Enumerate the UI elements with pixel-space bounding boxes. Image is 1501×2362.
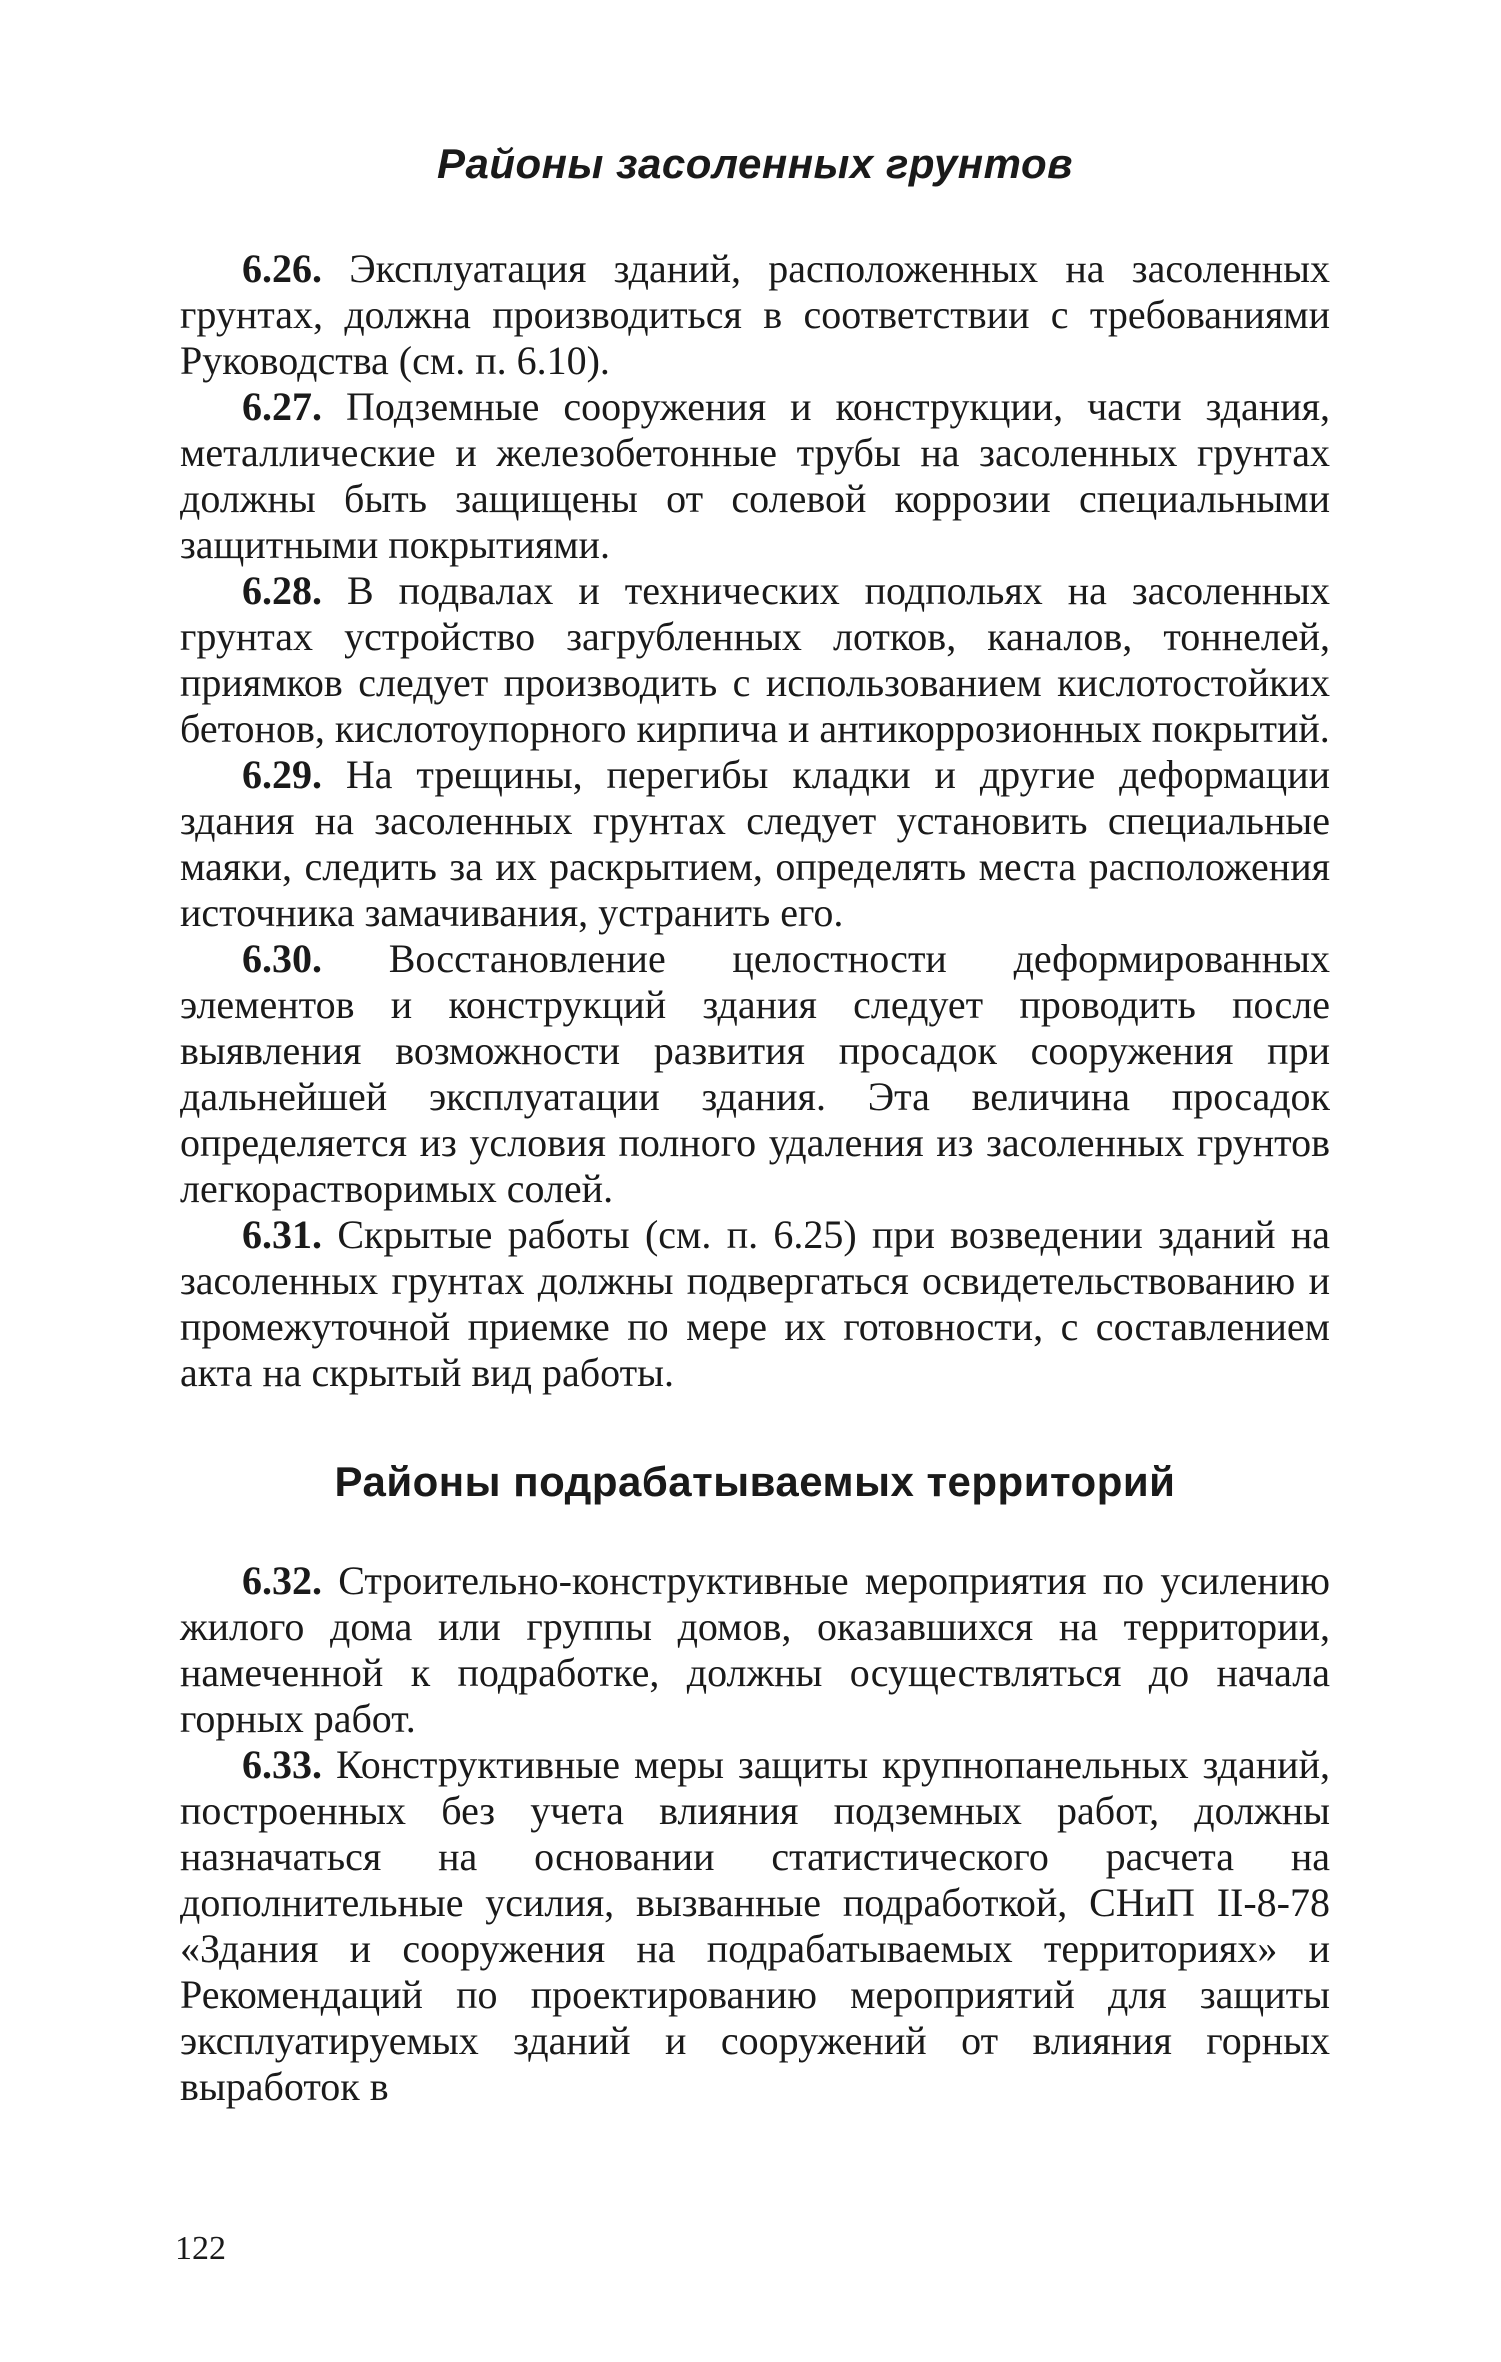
paragraph-6-28: [180, 568, 1330, 752]
paragraph-text: Подземные сооружения и конструкции, части здания, металлические и железобетонные трубы на засоленных грунтах должны быть защищены от солевой коррозии специальными защитными покрытиями.: [180, 384, 1330, 567]
page-number: 122: [175, 2230, 226, 2267]
paragraph-6-32: [180, 1558, 1330, 1742]
paragraph-number: 6.32.: [242, 1558, 322, 1603]
paragraph-text: В подвалах и технических подпольях на засоленных грунтах устройство загрубленных лотков, каналов, тоннелей, приямков следует производить с использованием кислотостойких бетонов, кислотоупорного кирпича и антикоррозионных покрытий.: [180, 568, 1330, 751]
paragraph-text: Восстановление целостности деформированных элементов и конструкций здания следует проводить после выявления возможности развития просадок сооружения при дальнейшей эксплуатации здания. Эта величина просадок определяется из условия полного удаления из засоленных грунтов легкорастворимых солей.: [180, 936, 1330, 1211]
paragraph-6-27: [180, 384, 1330, 568]
paragraph-text: Строительно-конструктивные мероприятия по усилению жилого дома или группы домов, оказавшихся на территории, намеченной к подработке, должны осуществляться до начала горных работ.: [180, 1558, 1330, 1741]
paragraph-number: 6.29.: [242, 752, 322, 797]
paragraph-number: 6.28.: [242, 568, 322, 613]
paragraph-number: 6.33.: [242, 1742, 322, 1787]
section-title-undermined-territories: Районы подрабатываемых территорий: [334, 1458, 1176, 1505]
paragraph-6-29: [180, 752, 1330, 936]
paragraph-6-26: [180, 246, 1330, 384]
paragraph-number: 6.26.: [242, 246, 322, 291]
section-title-saline-soils: Районы засоленных грунтов: [437, 140, 1073, 187]
paragraph-text: На трещины, перегибы кладки и другие деформации здания на засоленных грунтах следует установить специальные маяки, следить за их раскрытием, определять места расположения источника замачивания, устранить его.: [180, 752, 1330, 935]
paragraph-text: Эксплуатация зданий, расположенных на засоленных грунтах, должна производиться в соответствии с требованиями Руководства (см. п. 6.10).: [180, 246, 1330, 383]
paragraph-text: Скрытые работы (см. п. 6.25) при возведении зданий на засоленных грунтах должны подвергаться освидетельствованию и промежуточной приемке по мере их готовности, с составлением акта на скрытый вид работы.: [180, 1212, 1330, 1395]
paragraph-number: 6.31.: [242, 1212, 322, 1257]
document-page: [180, 140, 1330, 2110]
paragraph-6-33: [180, 1742, 1330, 2110]
paragraph-text: Конструктивные меры защиты крупнопанельных зданий, построенных без учета влияния подземных работ, должны назначаться на основании статистического расчета на дополнительные усилия, вызванные подработкой, СНиП II-8-78 «Здания и сооружения на подрабатываемых территориях» и Рекомендаций по проектированию мероприятий для защиты эксплуатируемых зданий и сооружений от влияния горных выработок в: [180, 1742, 1330, 2109]
paragraph-number: 6.27.: [242, 384, 322, 429]
paragraph-6-31: [180, 1212, 1330, 1396]
paragraph-number: 6.30.: [242, 936, 322, 981]
paragraph-6-30: [180, 936, 1330, 1212]
